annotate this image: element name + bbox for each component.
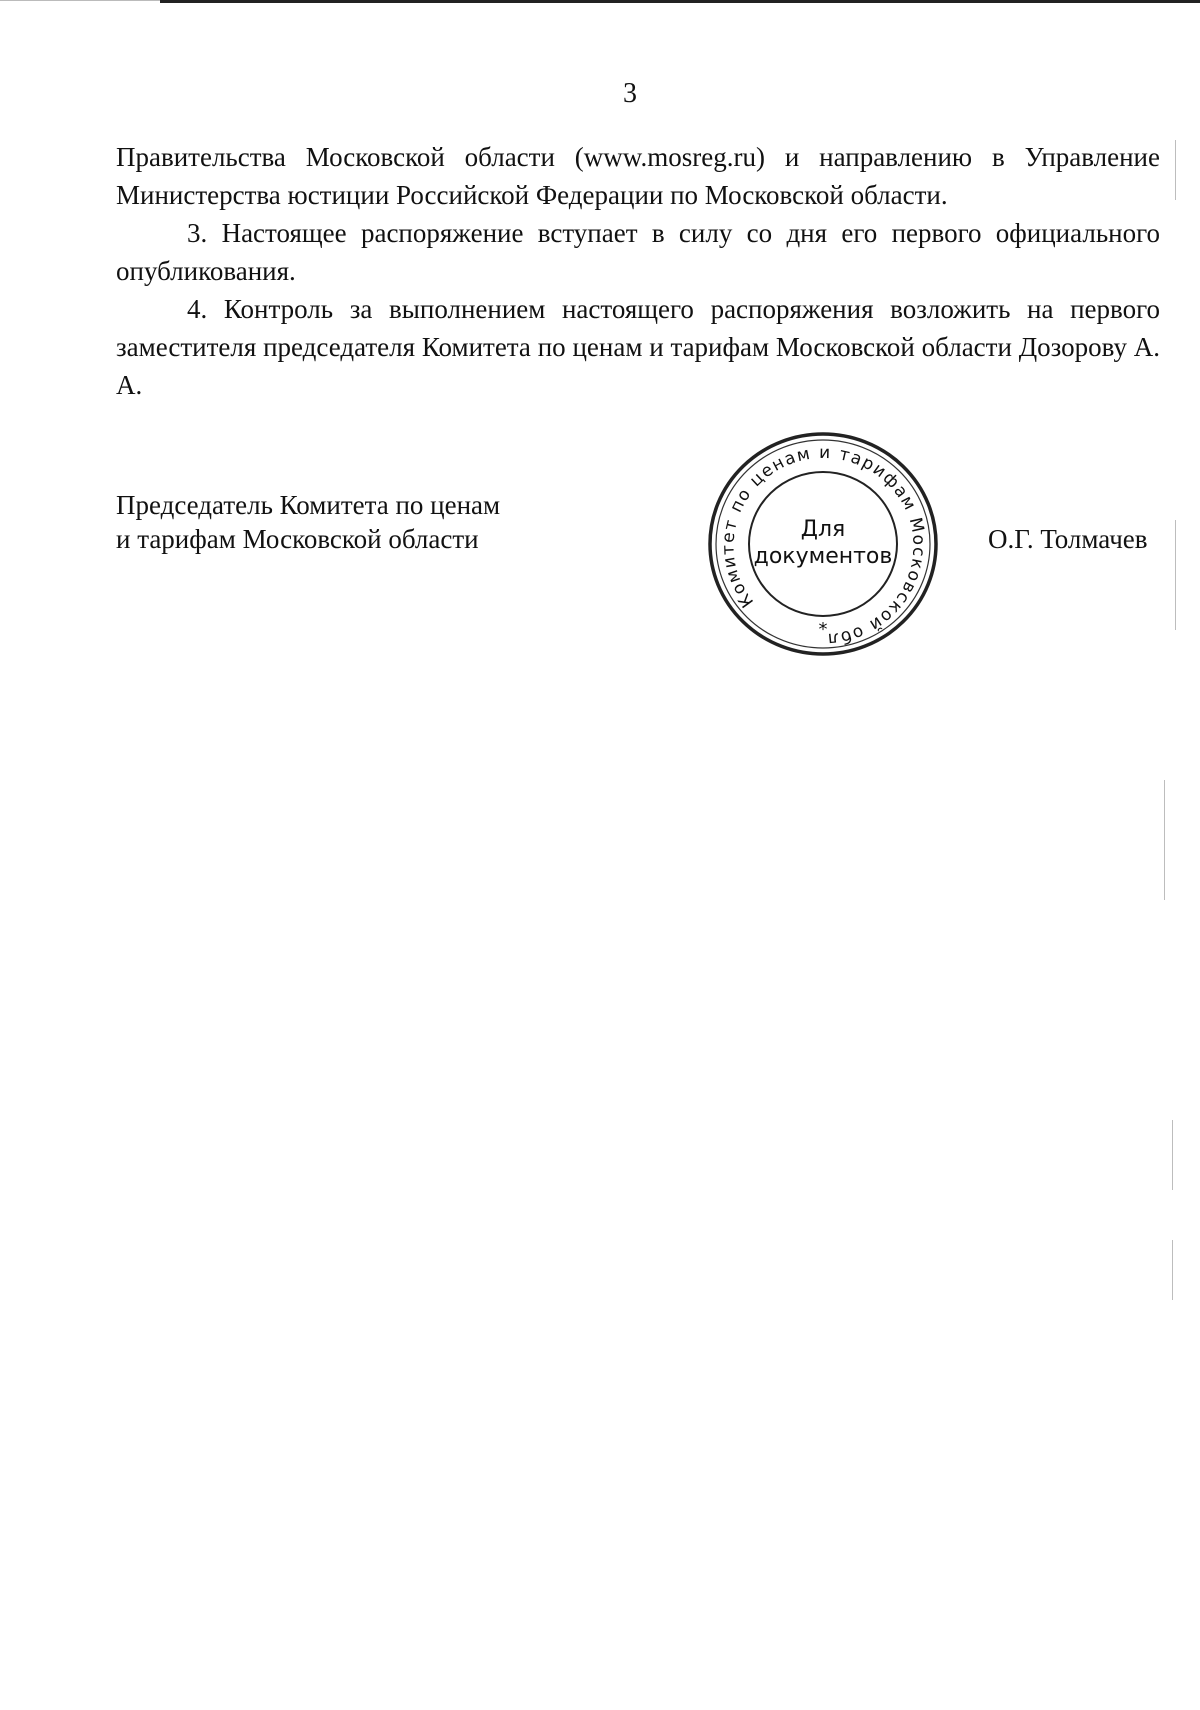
stamp-center-line: документов	[753, 544, 893, 569]
scan-artifact-line	[1172, 1120, 1173, 1190]
signatory-title-line: и тарифам Московской области	[116, 524, 479, 554]
paragraph-continuation: Правительства Московской области (www.mosreg.ru) и направлению в Управление Министерства юстиции Российской Федерации по Московской области.	[116, 142, 1160, 210]
stamp-ring-text: Комитет по ценам и тарифам Московской обл	[718, 442, 929, 650]
stamp-star: *	[818, 619, 828, 640]
paragraph-3: 3. Настоящее распоряжение вступает в силу со дня его первого официального опубликования.	[116, 218, 1160, 286]
scan-artifact-line	[1175, 520, 1176, 630]
scan-artifact-line	[1172, 1240, 1173, 1300]
scan-artifact-line	[1175, 140, 1176, 200]
scan-artifact-line	[1164, 780, 1165, 900]
signatory-name: О.Г. Толмачев	[988, 524, 1148, 554]
official-stamp	[707, 430, 939, 658]
page-number: 3	[623, 78, 637, 109]
signatory-title	[116, 488, 636, 556]
paragraph-4: 4. Контроль за выполнением настоящего распоряжения возложить на первого заместителя председателя Комитета по ценам и тарифам Московской области Дозорову А. А.	[116, 294, 1160, 400]
scan-edge-line	[160, 0, 1200, 3]
signatory-title-line: Председатель Комитета по ценам	[116, 490, 501, 520]
stamp-center-text	[707, 516, 939, 570]
stamp-center-line: Для	[800, 517, 846, 542]
body-text	[116, 138, 1160, 404]
